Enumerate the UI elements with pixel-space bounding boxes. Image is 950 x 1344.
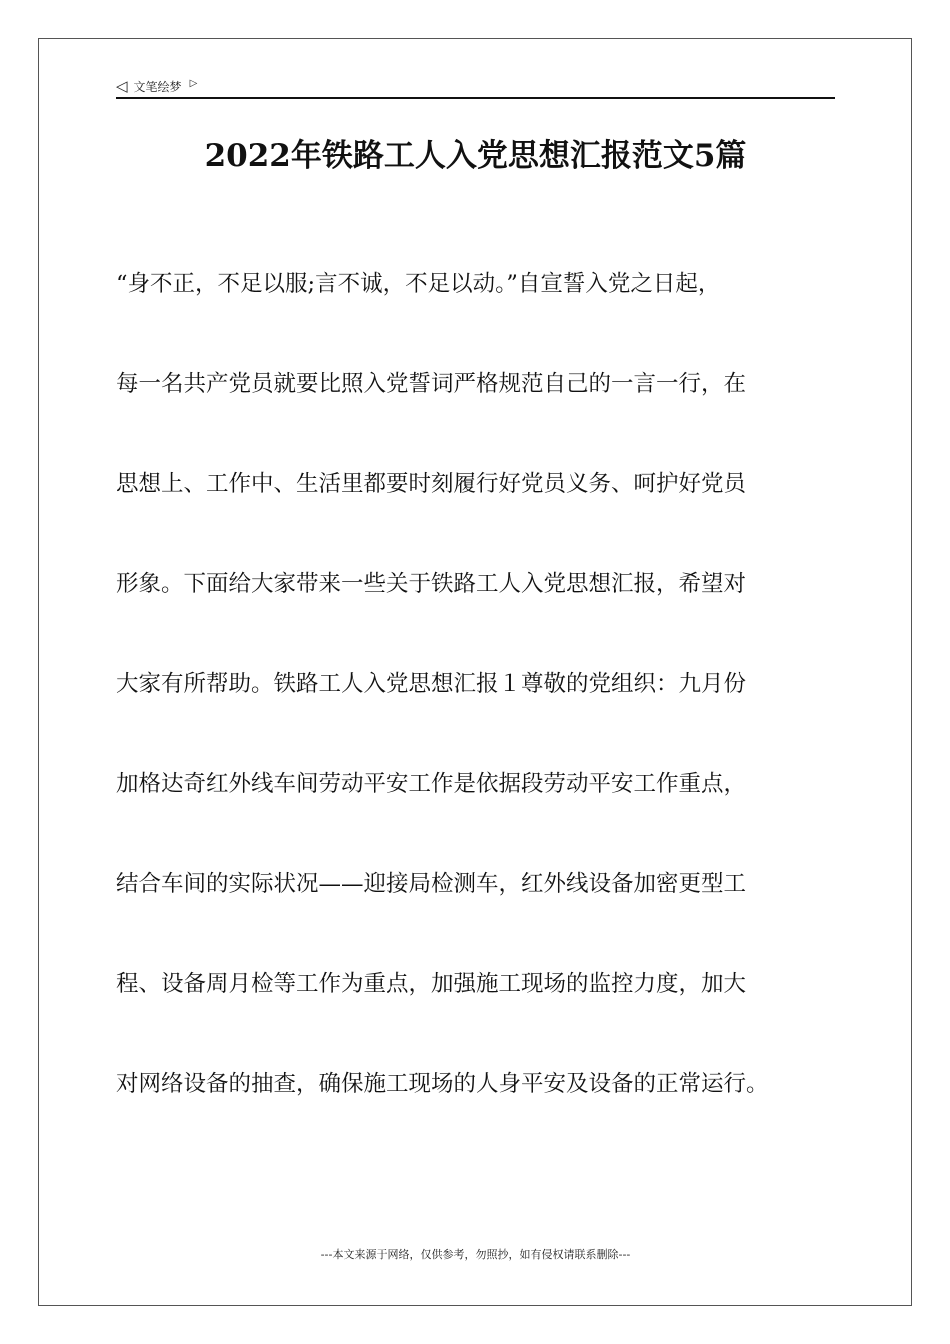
body-line: 结合车间的实际状况——迎接局检测车，红外线设备加密更型工 <box>116 871 747 897</box>
page-header <box>116 76 197 96</box>
body-line: 对网络设备的抽查，确保施工现场的人身平安及设备的正常运行。 <box>116 1071 769 1097</box>
footer-disclaimer: ---本文来源于网络，仅供参考，勿照抄，如有侵权请联系删除--- <box>320 1248 631 1261</box>
body-line: 形象。下面给大家带来一些关于铁路工人入党思想汇报，希望对 <box>116 571 747 597</box>
triangle-right-icon: ▷ <box>189 78 198 89</box>
document-body <box>116 262 846 1162</box>
body-line: 程、设备周月检等工作为重点，加强施工现场的监控力度，加大 <box>116 971 747 997</box>
header-label: 文笔绘梦 <box>133 79 182 94</box>
body-line: 思想上、工作中、生活里都要时刻履行好党员义务、呵护好党员 <box>116 471 747 497</box>
body-line: 每一名共产党员就要比照入党誓词严格规范自己的一言一行，在 <box>116 371 747 397</box>
document-title: 2022年铁路工人入党思想汇报范文5篇 <box>204 138 747 174</box>
body-line: 大家有所帮助。铁路工人入党思想汇报１尊敬的党组织：九月份 <box>116 671 747 697</box>
header-divider <box>116 97 835 99</box>
body-line: 加格达奇红外线车间劳动平安工作是依据段劳动平安工作重点， <box>116 771 747 797</box>
triangle-left-icon: ◁ <box>116 76 128 95</box>
body-line: “身不正，不足以服;言不诚，不足以动。”自宣誓入党之日起， <box>116 271 721 297</box>
